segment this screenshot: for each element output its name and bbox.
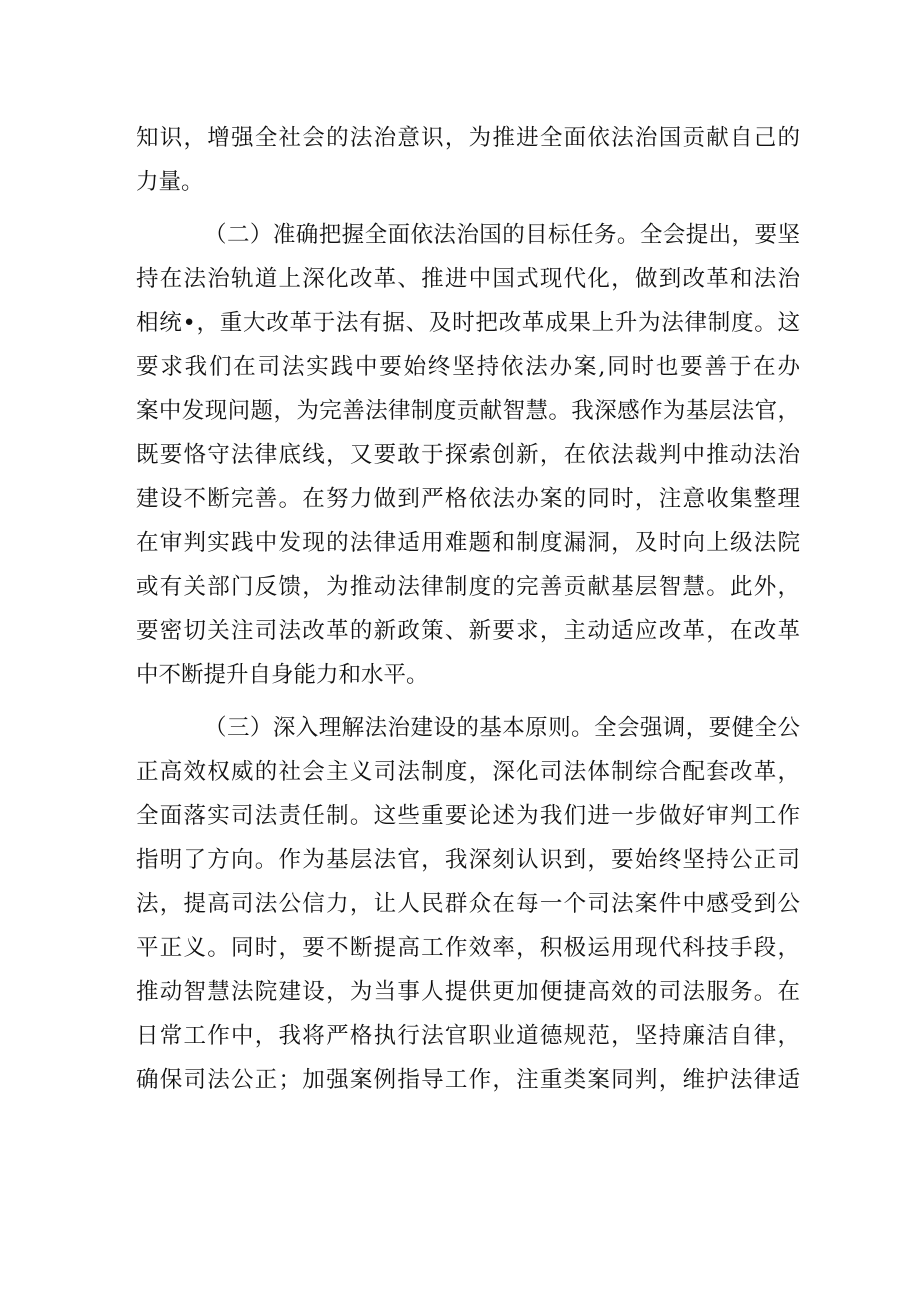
text-line: 法，提高司法公信力，让人民群众在每一个司法案件中感受到公 (136, 891, 800, 917)
text-line: 要求我们在司法实践中要始终坚持依法办案,同时也要善于在办 (136, 354, 800, 380)
paragraph-1 (136, 116, 800, 204)
paragraph-3 (136, 706, 800, 1102)
text-line: 推动智慧法院建设，为当事人提供更加便捷高效的司法服务。在 (136, 979, 800, 1005)
text-line: （三）深入理解法治建设的基本原则。全会强调，要健全公 (204, 715, 800, 741)
text-line: 在审判实践中发现的法律适用难题和制度漏洞，及时向上级法院 (136, 530, 800, 556)
text-line: 平正义。同时，要不断提高工作效率，积极运用现代科技手段， (136, 935, 800, 961)
text-line: 确保司法公正；加强案例指导工作，注重类案同判，维护法律适 (136, 1067, 800, 1093)
text-line: 持在法治轨道上深化改革、推进中国式现代化，做到改革和法治 (136, 266, 800, 292)
text-line: （二）准确把握全面依法治国的目标任务。全会提出，要坚 (204, 222, 800, 248)
text-line: 指明了方向。作为基层法官，我深刻认识到，要始终坚持公正司 (136, 847, 800, 873)
text-line: 要密切关注司法改革的新政策、新要求，主动适应改革，在改革 (136, 618, 800, 644)
text-line: 中不断提升自身能力和水平。 (136, 662, 429, 688)
text-line: 或有关部门反馈，为推动法律制度的完善贡献基层智慧。此外， (136, 574, 800, 600)
paragraph-2 (136, 213, 800, 697)
text-line: 全面落实司法责任制。这些重要论述为我们进一步做好审判工作 (136, 803, 800, 829)
text-line: 建设不断完善。在努力做到严格依法办案的同时，注意收集整理 (136, 486, 800, 512)
text-line: 正高效权威的社会主义司法制度，深化司法体制综合配套改革， (136, 759, 800, 785)
text-line: 既要恪守法律底线，又要敢于探索创新，在依法裁判中推动法治 (136, 442, 800, 468)
text-line: 力量。 (136, 169, 204, 195)
text-line: 知识，增强全社会的法治意识，为推进全面依法治国贡献自己的 (136, 125, 800, 151)
text-line: 相统•，重大改革于法有据、及时把改革成果上升为法律制度。这 (136, 310, 800, 336)
text-line: 日常工作中，我将严格执行法官职业道德规范，坚持廉洁自律， (136, 1023, 800, 1049)
document-body (136, 116, 800, 1111)
text-line: 案中发现问题，为完善法律制度贡献智慧。我深感作为基层法官， (136, 398, 800, 424)
